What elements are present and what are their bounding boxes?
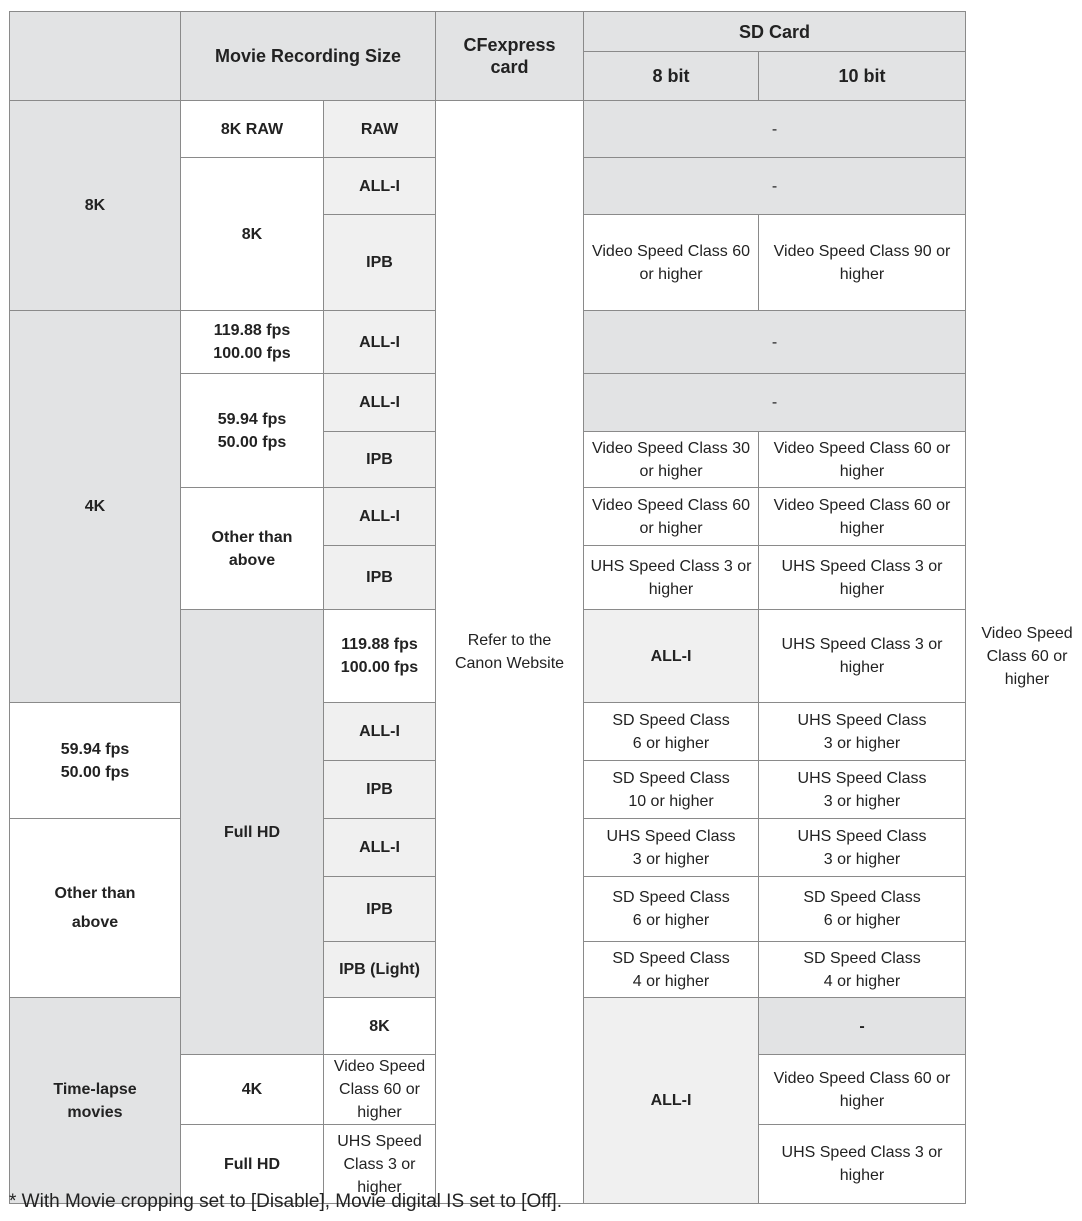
cfexpress-value <box>436 101 584 1204</box>
sd-row-1-value: - <box>584 101 966 158</box>
size-8k: 8K <box>181 158 324 311</box>
size-119-fps-label: 119.88 fps 100.00 fps <box>340 636 419 676</box>
header-cfexpress-label: CFexpress card <box>463 35 556 77</box>
header-8bit: 8 bit <box>584 52 759 101</box>
header-cfexpress <box>436 12 584 101</box>
sd-row-15-value: - <box>759 998 966 1055</box>
compression-all-i: ALL-I <box>324 703 436 761</box>
sd-row-16-8bit: Video Speed Class 60 or higher <box>324 1055 436 1125</box>
sd-row-6-8bit: Video Speed Class 30 or higher <box>584 432 759 488</box>
size-other-label: Other than above <box>54 885 136 931</box>
sd-row-2-value: - <box>584 158 966 215</box>
group-8k: 8K <box>10 101 181 311</box>
size-119-fps-label: 119.88 fps 100.00 fps <box>213 322 291 362</box>
size-59-fps <box>181 374 324 488</box>
sd-row-11-10bit <box>759 761 966 819</box>
compression-all-i: ALL-I <box>584 610 759 703</box>
sd-row-9-8bit: UHS Speed Class 3 or higher <box>759 610 966 703</box>
sd-row-14-10bit <box>759 942 966 998</box>
compression-ipb: IPB <box>324 546 436 610</box>
cfexpress-value-text: Refer to the Canon Website <box>454 632 565 672</box>
sd-row-5-value: - <box>584 374 966 432</box>
compression-ipb: IPB <box>324 432 436 488</box>
group-time-lapse-label: Time-lapse movies <box>53 1080 137 1121</box>
compression-ipb: IPB <box>324 215 436 311</box>
sd-row-10-8bit-text: SD Speed Class 6 or higher <box>612 711 730 752</box>
group-4k: 4K <box>10 311 181 703</box>
compression-ipb: IPB <box>324 761 436 819</box>
group-full-hd: Full HD <box>181 610 324 1055</box>
sd-row-11-8bit-text: SD Speed Class 10 or higher <box>612 769 730 810</box>
sd-row-13-10bit-text: SD Speed Class 6 or higher <box>803 889 921 929</box>
sd-row-13-8bit-text: SD Speed Class 6 or higher <box>612 889 730 929</box>
size-tl-full-hd: Full HD <box>181 1125 324 1204</box>
header-movie-recording-size: Movie Recording Size <box>181 12 436 101</box>
compression-all-i: ALL-I <box>324 819 436 877</box>
compression-all-i: ALL-I <box>584 998 759 1204</box>
sd-row-13-8bit <box>584 877 759 942</box>
size-119-fps <box>181 311 324 374</box>
sd-row-12-10bit-text: UHS Speed Class 3 or higher <box>797 827 927 868</box>
size-other-than-above <box>181 488 324 610</box>
header-blank-cell <box>10 12 181 101</box>
size-other-than-above <box>10 819 181 998</box>
sd-row-12-10bit <box>759 819 966 877</box>
sd-row-8-10bit: UHS Speed Class 3 or higher <box>759 546 966 610</box>
sd-row-11-10bit-text: UHS Speed Class 3 or higher <box>797 769 927 810</box>
compression-ipb: IPB <box>324 877 436 942</box>
sd-row-8-8bit: UHS Speed Class 3 or higher <box>584 546 759 610</box>
size-tl-4k: 4K <box>181 1055 324 1125</box>
compression-raw: RAW <box>324 101 436 158</box>
sd-row-4-value: - <box>584 311 966 374</box>
group-time-lapse <box>10 998 181 1204</box>
size-59-fps-label: 59.94 fps 50.00 fps <box>60 740 130 781</box>
compression-all-i: ALL-I <box>324 488 436 546</box>
size-59-fps <box>10 703 181 819</box>
size-8k-raw: 8K RAW <box>181 101 324 158</box>
sd-row-12-8bit <box>584 819 759 877</box>
sd-row-17-10bit: UHS Speed Class 3 or higher <box>759 1125 966 1204</box>
sd-row-3-8bit: Video Speed Class 60 or higher <box>584 215 759 311</box>
sd-row-14-8bit-text: SD Speed Class 4 or higher <box>612 949 730 990</box>
sd-row-14-10bit-text: SD Speed Class 4 or higher <box>803 949 921 990</box>
size-other-label: Other than above <box>211 528 293 569</box>
sd-row-10-10bit <box>759 703 966 761</box>
sd-row-10-10bit-text: UHS Speed Class 3 or higher <box>797 711 927 752</box>
size-119-fps <box>324 610 436 703</box>
compression-all-i: ALL-I <box>324 158 436 215</box>
sd-row-14-8bit <box>584 942 759 998</box>
sd-row-6-10bit: Video Speed Class 60 or higher <box>759 432 966 488</box>
sd-row-16-10bit: Video Speed Class 60 or higher <box>759 1055 966 1125</box>
header-sd-card: SD Card <box>584 12 966 52</box>
sd-row-11-8bit <box>584 761 759 819</box>
sd-row-3-10bit: Video Speed Class 90 or higher <box>759 215 966 311</box>
size-59-fps-label: 59.94 fps 50.00 fps <box>217 410 287 451</box>
card-requirements-table <box>9 11 1073 1204</box>
sd-row-7-10bit: Video Speed Class 60 or higher <box>759 488 966 546</box>
sd-row-10-8bit <box>584 703 759 761</box>
sd-row-9-10bit-text: Video Speed Class 60 or higher <box>981 624 1073 688</box>
header-10bit: 10 bit <box>759 52 966 101</box>
footnote: * With Movie cropping set to [Disable], Movie digital IS set to [Off]. <box>9 1191 562 1212</box>
sd-row-12-8bit-text: UHS Speed Class 3 or higher <box>606 827 736 868</box>
sd-row-7-8bit: Video Speed Class 60 or higher <box>584 488 759 546</box>
compression-all-i: ALL-I <box>324 374 436 432</box>
size-tl-8k: 8K <box>324 998 436 1055</box>
sd-row-13-10bit <box>759 877 966 942</box>
sd-row-17-8bit: UHS Speed Class 3 or higher <box>324 1125 436 1204</box>
compression-ipb-light: IPB (Light) <box>324 942 436 998</box>
compression-all-i: ALL-I <box>324 311 436 374</box>
